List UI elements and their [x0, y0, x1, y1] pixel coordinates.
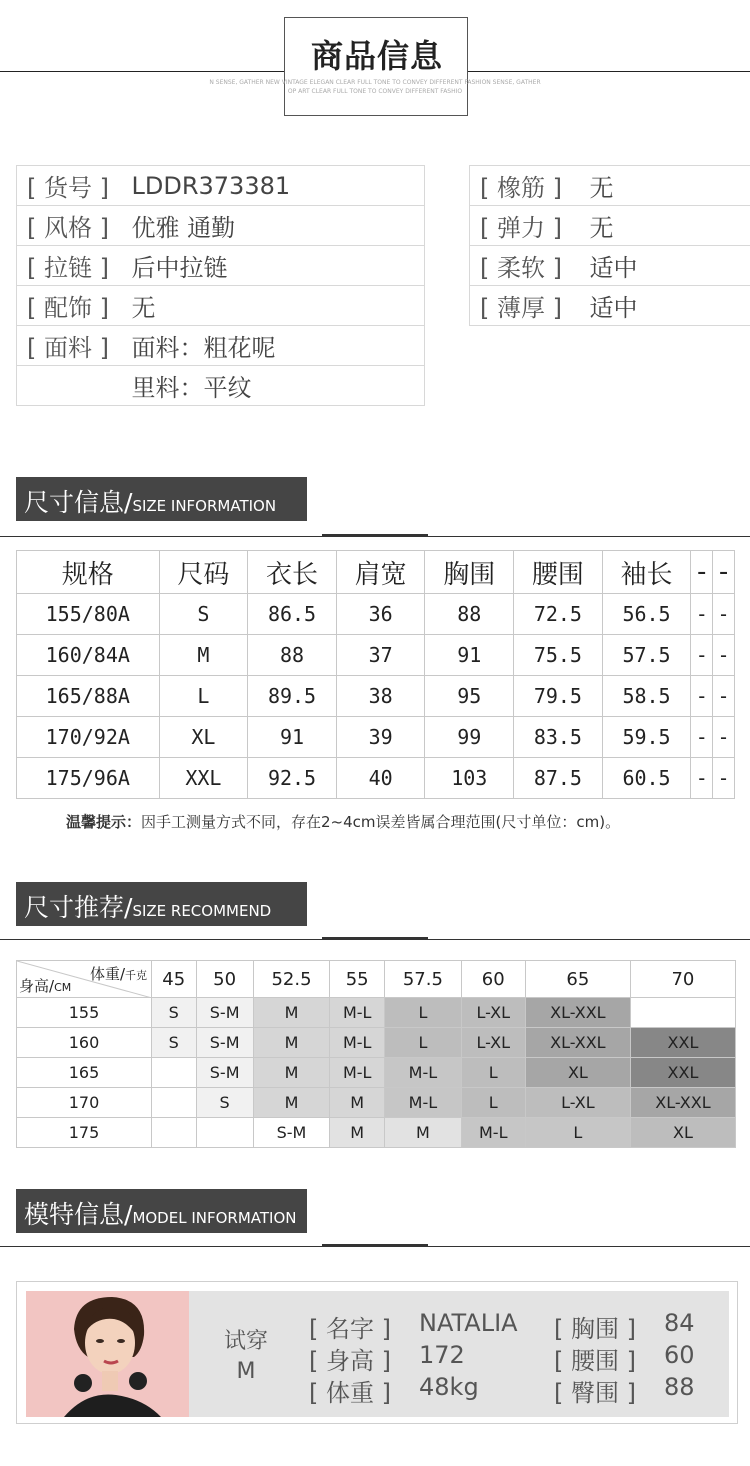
- try-on-size-value: M: [236, 1359, 256, 1384]
- height-cell: 170: [17, 1088, 152, 1118]
- info-row: [470, 166, 750, 206]
- recommend-cell: L: [461, 1088, 525, 1118]
- model-photo: [26, 1291, 189, 1417]
- measurement-tip: [66, 811, 620, 832]
- recommend-row: [17, 1028, 736, 1058]
- tip-label: 温馨提示：: [66, 813, 142, 831]
- recommend-cell: XL-XXL: [630, 1088, 735, 1118]
- size-header-cell: 尺码: [159, 551, 248, 594]
- recommend-cell: XL: [525, 1058, 630, 1088]
- size-header-cell: -: [691, 551, 713, 594]
- size-cell: 37: [336, 635, 425, 676]
- weight-header-cell: 45: [152, 961, 197, 998]
- info-value: 里料：平纹: [122, 366, 425, 406]
- weight-axis-label: 体重/千克: [89, 965, 147, 983]
- recommend-cell: M-L: [330, 1058, 385, 1088]
- model-bust-label: [ 胸围 ]: [554, 1315, 636, 1343]
- recommend-cell: M: [253, 1058, 329, 1088]
- recommend-cell: S-M: [196, 1028, 253, 1058]
- size-recommend-table: [16, 960, 736, 1148]
- size-cell: -: [713, 717, 735, 758]
- recommend-cell: [152, 1118, 197, 1148]
- size-cell: 95: [425, 676, 514, 717]
- recommend-cell: M: [385, 1118, 461, 1148]
- size-cell: 56.5: [602, 594, 691, 635]
- model-height: 172: [419, 1341, 465, 1369]
- size-cell: XXL: [159, 758, 248, 799]
- size-cell: 88: [425, 594, 514, 635]
- size-cell: M: [159, 635, 248, 676]
- size-cell: 57.5: [602, 635, 691, 676]
- size-cell: -: [713, 594, 735, 635]
- size-header-cell: 衣长: [248, 551, 337, 594]
- header-subtitle-line-2: OP ART CLEAR FULL TONE TO CONVEY DIFFERENT FASHIO: [287, 88, 463, 95]
- size-cell: 103: [425, 758, 514, 799]
- size-header-cell: 袖长: [602, 551, 691, 594]
- size-cell: 88: [248, 635, 337, 676]
- info-row: [470, 246, 750, 286]
- recommend-cell: XXL: [630, 1028, 735, 1058]
- info-row: [17, 326, 425, 366]
- recommend-cell: M: [253, 1028, 329, 1058]
- model-waist-label: [ 腰围 ]: [554, 1347, 636, 1375]
- weight-header-cell: 57.5: [385, 961, 461, 998]
- model-panel: [26, 1291, 729, 1417]
- size-recommend-title: 尺寸推荐/: [24, 893, 133, 922]
- model-name: NATALIA: [419, 1309, 518, 1337]
- recommend-cell: [196, 1118, 253, 1148]
- info-value: LDDR373381: [122, 166, 425, 206]
- info-value: 无: [580, 166, 750, 206]
- recommend-cell: XXL: [630, 1058, 735, 1088]
- recommend-cell: S-M: [196, 1058, 253, 1088]
- recommend-cell: [152, 1058, 197, 1088]
- recommend-row: [17, 998, 736, 1028]
- try-on-size: [218, 1327, 274, 1387]
- size-cell: S: [159, 594, 248, 635]
- section-divider: [0, 536, 750, 537]
- recommend-cell: S-M: [253, 1118, 329, 1148]
- info-key: [ 风格 ]: [17, 206, 122, 246]
- product-info-table: [16, 165, 425, 406]
- size-cell: 91: [425, 635, 514, 676]
- height-cell: 175: [17, 1118, 152, 1148]
- info-row: [17, 366, 425, 406]
- recommend-row: [17, 1088, 736, 1118]
- weight-header-cell: 50: [196, 961, 253, 998]
- info-value: 优雅 通勤: [122, 206, 425, 246]
- recommend-cell: M-L: [385, 1058, 461, 1088]
- recommend-cell: XL-XXL: [525, 998, 630, 1028]
- info-key: [17, 366, 122, 406]
- size-row: [17, 594, 735, 635]
- page-title: 商品信息: [310, 37, 443, 75]
- size-cell: 36: [336, 594, 425, 635]
- size-header-cell: 腰围: [514, 551, 603, 594]
- info-value: 无: [580, 206, 750, 246]
- info-key: [ 拉链 ]: [17, 246, 122, 286]
- size-cell: 40: [336, 758, 425, 799]
- recommend-row: [17, 1058, 736, 1088]
- info-key: [ 柔软 ]: [470, 246, 580, 286]
- recommend-cell: L-XL: [461, 1028, 525, 1058]
- model-portrait-illustration: [26, 1291, 189, 1417]
- height-cell: 155: [17, 998, 152, 1028]
- weight-header-cell: 52.5: [253, 961, 329, 998]
- model-weight: 48kg: [419, 1373, 479, 1401]
- tip-text: 因手工测量方式不同，存在2~4cm误差皆属合理范围(尺寸单位：cm)。: [141, 813, 621, 831]
- size-cell: 92.5: [248, 758, 337, 799]
- height-cell: 165: [17, 1058, 152, 1088]
- size-header-cell: -: [713, 551, 735, 594]
- weight-header-cell: 65: [525, 961, 630, 998]
- model-info-heading: [16, 1189, 307, 1233]
- recommend-cell: XL-XXL: [525, 1028, 630, 1058]
- recommend-cell: M: [253, 1088, 329, 1118]
- size-cell: 60.5: [602, 758, 691, 799]
- size-row: [17, 635, 735, 676]
- size-row: [17, 717, 735, 758]
- recommend-cell: M: [330, 1118, 385, 1148]
- info-value: 后中拉链: [122, 246, 425, 286]
- recommend-cell: L: [525, 1118, 630, 1148]
- size-info-table: [16, 550, 735, 799]
- recommend-cell: [630, 998, 735, 1028]
- size-info-title: 尺寸信息/: [24, 488, 133, 517]
- model-weight-label: [ 体重 ]: [309, 1379, 391, 1407]
- size-cell: 72.5: [514, 594, 603, 635]
- recommend-cell: L: [461, 1058, 525, 1088]
- table-corner-cell: [17, 961, 152, 998]
- recommend-cell: S: [152, 998, 197, 1028]
- model-info-title-en: MODEL INFORMATION: [132, 1209, 297, 1227]
- recommend-cell: M-L: [330, 1028, 385, 1058]
- size-cell: 99: [425, 717, 514, 758]
- height-axis-label: 身高/CM: [19, 977, 72, 995]
- model-hip: 88: [664, 1373, 695, 1401]
- size-cell: 59.5: [602, 717, 691, 758]
- size-cell: -: [691, 758, 713, 799]
- model-card: [16, 1281, 738, 1424]
- info-row: [17, 206, 425, 246]
- recommend-cell: L: [385, 1028, 461, 1058]
- info-value: 适中: [580, 286, 750, 326]
- model-hip-label: [ 臀围 ]: [554, 1379, 636, 1407]
- size-cell: L: [159, 676, 248, 717]
- weight-header-row: [17, 961, 736, 998]
- info-value: 面料：粗花呢: [122, 326, 425, 366]
- try-on-label: 试穿: [223, 1329, 268, 1354]
- recommend-cell: M-L: [330, 998, 385, 1028]
- size-header-cell: 肩宽: [336, 551, 425, 594]
- info-key: [ 橡筋 ]: [470, 166, 580, 206]
- size-cell: 83.5: [514, 717, 603, 758]
- info-key: [ 货号 ]: [17, 166, 122, 206]
- recommend-cell: M-L: [385, 1088, 461, 1118]
- model-name-label: [ 名字 ]: [309, 1315, 391, 1343]
- info-key: [ 配饰 ]: [17, 286, 122, 326]
- size-cell: 91: [248, 717, 337, 758]
- size-cell: -: [713, 676, 735, 717]
- recommend-cell: [152, 1088, 197, 1118]
- size-header-cell: 规格: [17, 551, 160, 594]
- info-row: [17, 286, 425, 326]
- size-cell: -: [713, 758, 735, 799]
- size-cell: 175/96A: [17, 758, 160, 799]
- size-cell: 58.5: [602, 676, 691, 717]
- recommend-cell: S-M: [196, 998, 253, 1028]
- info-key: [ 弹力 ]: [470, 206, 580, 246]
- size-row: [17, 676, 735, 717]
- recommend-cell: L: [385, 998, 461, 1028]
- weight-header-cell: 60: [461, 961, 525, 998]
- info-row: [470, 286, 750, 326]
- size-cell: -: [691, 594, 713, 635]
- recommend-cell: S: [152, 1028, 197, 1058]
- section-divider: [0, 939, 750, 940]
- size-cell: 75.5: [514, 635, 603, 676]
- size-cell: 87.5: [514, 758, 603, 799]
- size-recommend-heading: [16, 882, 307, 926]
- recommend-cell: M: [330, 1088, 385, 1118]
- info-value: 无: [122, 286, 425, 326]
- size-header-cell: 胸围: [425, 551, 514, 594]
- model-bust: 84: [664, 1309, 695, 1337]
- recommend-row: [17, 1118, 736, 1148]
- size-row: [17, 758, 735, 799]
- recommend-cell: M-L: [461, 1118, 525, 1148]
- model-waist: 60: [664, 1341, 695, 1369]
- size-cell: 86.5: [248, 594, 337, 635]
- product-property-table: [469, 165, 750, 326]
- size-cell: 165/88A: [17, 676, 160, 717]
- header-subtitle: [150, 78, 600, 96]
- size-recommend-title-en: SIZE RECOMMEND: [132, 902, 272, 920]
- model-info-title: 模特信息/: [24, 1200, 133, 1229]
- header-subtitle-line-1: N SENSE, GATHER NEW VINTAGE ELEGAN CLEAR FULL TONE TO CONVEY DIFFERENT FASHION SENSE, GATHER: [209, 79, 541, 86]
- size-cell: -: [691, 717, 713, 758]
- size-cell: XL: [159, 717, 248, 758]
- size-cell: -: [713, 635, 735, 676]
- info-row: [17, 246, 425, 286]
- header-box: [284, 17, 468, 116]
- weight-header-cell: 70: [630, 961, 735, 998]
- info-key: [ 薄厚 ]: [470, 286, 580, 326]
- size-cell: 38: [336, 676, 425, 717]
- info-value: 适中: [580, 246, 750, 286]
- size-cell: 79.5: [514, 676, 603, 717]
- info-key: [ 面料 ]: [17, 326, 122, 366]
- recommend-cell: S: [196, 1088, 253, 1118]
- model-height-label: [ 身高 ]: [309, 1347, 391, 1375]
- size-cell: 170/92A: [17, 717, 160, 758]
- recommend-cell: M: [253, 998, 329, 1028]
- size-cell: 89.5: [248, 676, 337, 717]
- info-row: [17, 166, 425, 206]
- info-row: [470, 206, 750, 246]
- size-cell: 160/84A: [17, 635, 160, 676]
- recommend-cell: XL: [630, 1118, 735, 1148]
- size-cell: -: [691, 676, 713, 717]
- size-cell: -: [691, 635, 713, 676]
- recommend-cell: L-XL: [461, 998, 525, 1028]
- weight-header-cell: 55: [330, 961, 385, 998]
- recommend-cell: L-XL: [525, 1088, 630, 1118]
- size-cell: 155/80A: [17, 594, 160, 635]
- size-info-title-en: SIZE INFORMATION: [132, 497, 277, 515]
- size-header-row: [17, 551, 735, 594]
- section-divider: [0, 1246, 750, 1247]
- size-cell: 39: [336, 717, 425, 758]
- height-cell: 160: [17, 1028, 152, 1058]
- size-info-heading: [16, 477, 307, 521]
